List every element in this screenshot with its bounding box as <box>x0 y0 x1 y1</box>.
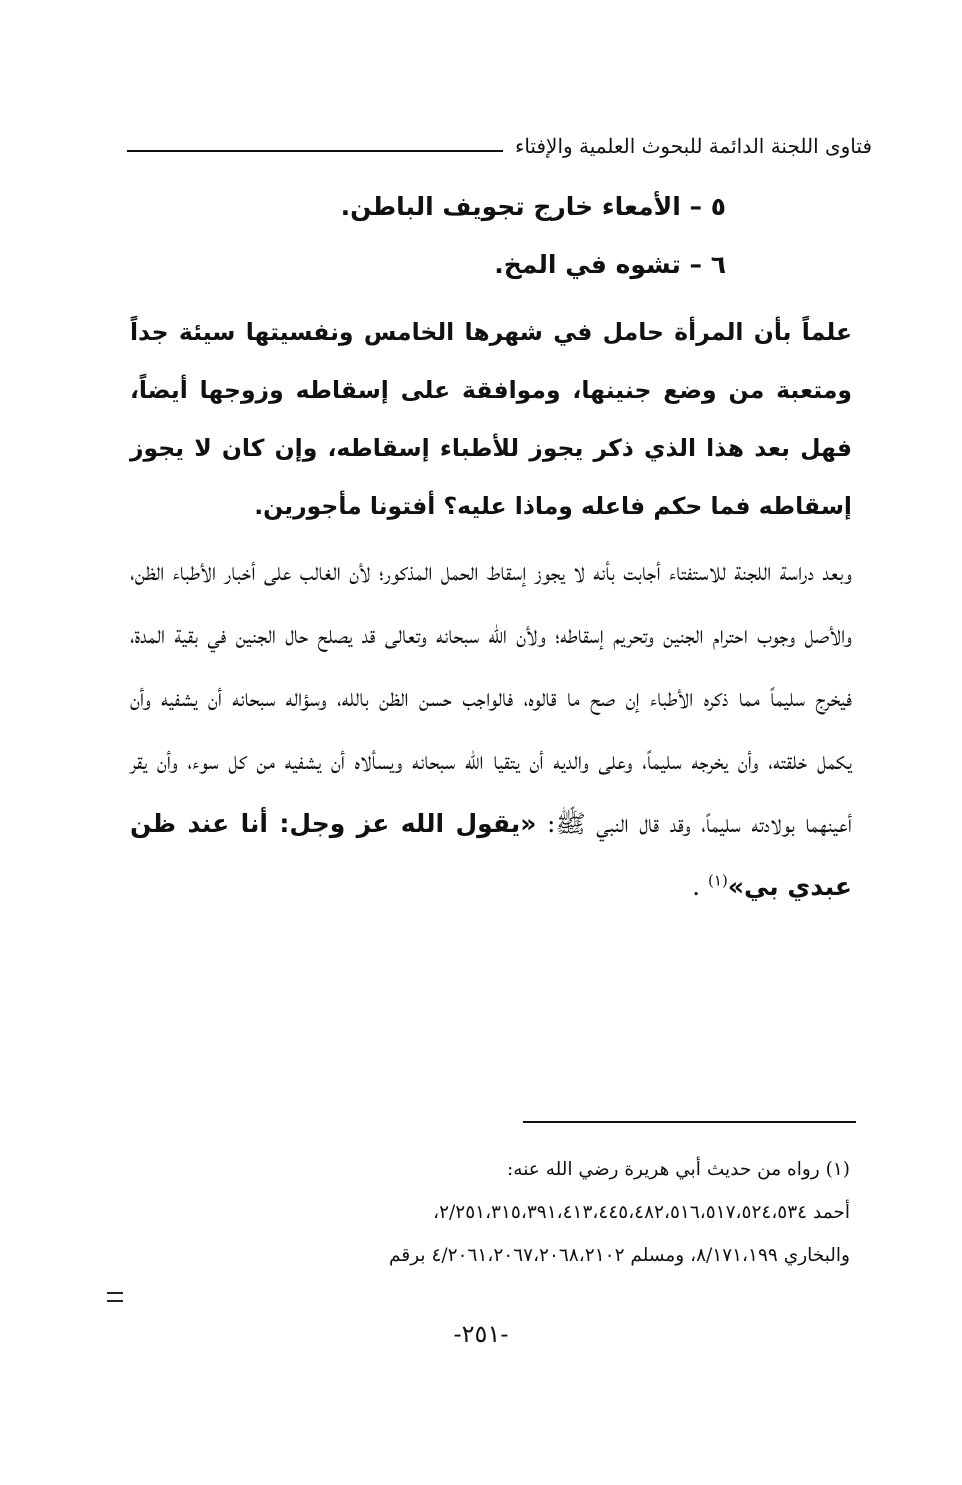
answer-end: . <box>692 872 709 901</box>
footnote-rule <box>523 1121 856 1123</box>
footnote-reference: (١) <box>708 871 728 890</box>
footnote-line: (١) رواه من حديث أبي هريرة رضي الله عنه: <box>507 1159 850 1180</box>
footnote <box>130 1148 850 1277</box>
list-item: ٥ – الأمعاء خارج تجويف الباطن. <box>340 192 726 221</box>
page-number: -٢٥١- <box>453 1320 509 1348</box>
hadith-quote: «يقول الله عز وجل: أنا عند ظن عبدي بي» <box>130 809 852 901</box>
running-header <box>127 128 872 164</box>
header-title: فتاوى اللجنة الدائمة للبحوث العلمية والإفتاء <box>514 134 872 158</box>
margin-mark <box>107 1292 123 1302</box>
answer-paragraph <box>130 540 852 918</box>
list-item: ٦ – تشوه في المخ. <box>494 250 726 279</box>
footnote-line: والبخاري ٨/١٧١،١٩٩، ومسلم ٤/٢٠٦١،٢٠٦٧،٢٠٦٨،٢١٠٢ برقم <box>389 1245 850 1266</box>
answer-body: وبعد دراسة اللجنة للاستفتاء أجابت بأنه لا يجوز إسقاط الحمل المذكور؛ لأن الغالب على أخبار الأطباء الظن، والأصل وجوب احترام الجنين وتحريم إسقاطه؛ ولأن الله سبحانه وتعالى قد يصلح حال الجنين في بقية المدة، فيخرج سليماً مما ذكره الأطباء إن صح ما قالوه، فالواجب حسن الظن بالله، وسؤاله سبحانه أن يشفيه وأن يكمل خلقته، وأن يخرجه سليماً، وعلى والديه أن يتقيا الله سبحانه ويسألاه أن يشفيه من كل سوء، وأن يقر أعينهما بولادته سليماً، وقد قال النبي ﷺ: <box>130 557 852 838</box>
header-rule <box>127 150 503 152</box>
question-paragraph: علماً بأن المرأة حامل في شهرها الخامس ونفسيتها سيئة جداً ومتعبة من وضع جنينها، وموافقة على إسقاطه وزوجها أيضاً، فهل بعد هذا الذي ذكر يجوز للأطباء إسقاطه، وإن كان لا يجوز إسقاطه فما حكم فاعله وماذا عليه؟ أفتونا مأجورين. <box>130 318 852 520</box>
footnote-line: أحمد ٢/٢٥١،٣١٥،٣٩١،٤١٣،٤٤٥،٤٨٢،٥١٦،٥١٧،٥٢٤،٥٣٤، <box>433 1202 850 1223</box>
